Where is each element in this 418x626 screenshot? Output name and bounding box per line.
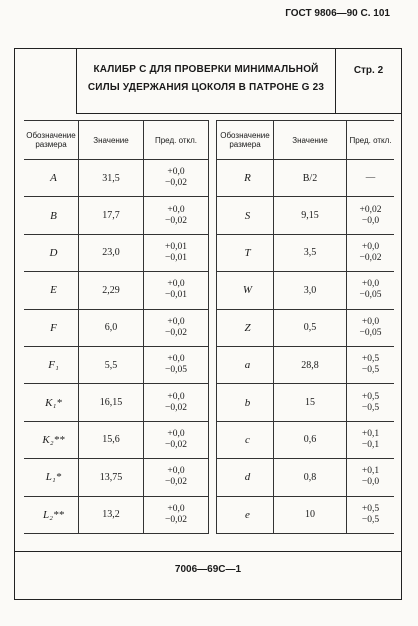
col-value-header: Значение	[274, 121, 347, 160]
table-row	[24, 496, 209, 533]
table-row	[217, 197, 395, 234]
deviation-upper: +0,0	[167, 167, 185, 178]
dimension-value: 17,7	[79, 197, 144, 234]
dimension-deviation	[347, 346, 395, 383]
title-block	[76, 49, 401, 114]
deviation-upper: +0,0	[167, 391, 185, 402]
dimension-deviation	[144, 459, 209, 496]
deviation-lower: −0,02	[165, 327, 187, 338]
deviation-lower: −0,0	[361, 215, 380, 226]
table-row	[24, 272, 209, 309]
table-row	[217, 384, 395, 421]
deviation-upper: +0,0	[167, 204, 185, 215]
deviation-lower: −0,02	[165, 402, 187, 413]
dimension-value: B/2	[274, 160, 347, 197]
dimension-symbol: L₁*	[24, 459, 79, 496]
dimension-symbol: A	[24, 160, 79, 197]
dimension-symbol: Z	[217, 309, 274, 346]
dimension-deviation	[347, 272, 395, 309]
dimension-symbol: d	[217, 459, 274, 496]
table-row	[24, 309, 209, 346]
deviation-lower: −0,02	[165, 178, 187, 189]
col-designation-header: Обозначение размера	[24, 121, 79, 160]
deviation-upper: +0,1	[361, 466, 380, 477]
dimension-symbol: c	[217, 421, 274, 458]
dimension-value: 13,2	[79, 496, 144, 533]
deviation-upper: +0,01	[165, 241, 187, 252]
deviation-lower: −0,1	[361, 439, 380, 450]
running-header: ГОСТ 9806—90 С. 101	[285, 8, 390, 19]
deviation-lower: −0,05	[165, 365, 187, 376]
dimension-symbol: e	[217, 496, 274, 533]
table-row	[217, 421, 395, 458]
dimension-symbol: R	[217, 160, 274, 197]
dimension-symbol: F₁	[24, 346, 79, 383]
dimension-value: 15	[274, 384, 347, 421]
title-line-1: КАЛИБР С ДЛЯ ПРОВЕРКИ МИНИМАЛЬНОЙ	[93, 64, 319, 75]
dimension-symbol: W	[217, 272, 274, 309]
dimension-symbol: T	[217, 234, 274, 271]
dimension-symbol: E	[24, 272, 79, 309]
dimension-deviation	[347, 459, 395, 496]
dimension-value: 31,5	[79, 160, 144, 197]
dimension-symbol: K₂**	[24, 421, 79, 458]
dimension-symbol: S	[217, 197, 274, 234]
dimension-value: 5,5	[79, 346, 144, 383]
deviation-upper: +0,02	[359, 204, 382, 215]
table-row	[217, 459, 395, 496]
deviation-upper: +0,0	[167, 279, 185, 290]
dimension-deviation	[144, 234, 209, 271]
dimension-value: 0,8	[274, 459, 347, 496]
dimension-deviation	[144, 272, 209, 309]
sheet-number: Стр. 2	[335, 49, 401, 113]
footer-rule	[14, 551, 402, 552]
dimension-deviation	[144, 160, 209, 197]
deviation-lower: −0,0	[361, 477, 380, 488]
dimension-deviation	[144, 421, 209, 458]
deviation-upper: +0,5	[361, 391, 380, 402]
table-row	[24, 346, 209, 383]
dimension-symbol: K₁*	[24, 384, 79, 421]
dimension-deviation	[347, 234, 395, 271]
table-row	[217, 272, 395, 309]
dimension-symbol: b	[217, 384, 274, 421]
dimension-deviation	[347, 421, 395, 458]
deviation-lower: −0,05	[359, 327, 382, 338]
dimension-deviation	[347, 309, 395, 346]
table-row	[24, 459, 209, 496]
dimension-deviation	[347, 496, 395, 533]
deviation-upper: +0,0	[167, 503, 185, 514]
dimension-value: 13,75	[79, 459, 144, 496]
dimension-value: 6,0	[79, 309, 144, 346]
dimension-value: 3,0	[274, 272, 347, 309]
dimension-symbol: B	[24, 197, 79, 234]
col-deviation-header: Пред. откл.	[144, 121, 209, 160]
dimension-deviation	[144, 384, 209, 421]
dimension-value: 23,0	[79, 234, 144, 271]
table-row	[217, 309, 395, 346]
dimension-deviation	[347, 197, 395, 234]
deviation-lower: −0,5	[361, 402, 380, 413]
dimension-value: 9,15	[274, 197, 347, 234]
dimension-deviation	[144, 197, 209, 234]
dimension-value: 0,6	[274, 421, 347, 458]
deviation-upper: +0,0	[167, 354, 185, 365]
deviation-upper: +0,0	[361, 241, 380, 252]
dimension-deviation	[144, 496, 209, 533]
deviation-lower: −0,5	[361, 514, 380, 525]
table-row	[217, 160, 395, 197]
dimension-value: 15,6	[79, 421, 144, 458]
deviation-upper: +0,0	[167, 428, 185, 439]
col-designation-header: Обозначение размера	[217, 121, 274, 160]
dimension-symbol: F	[24, 309, 79, 346]
table-row	[24, 160, 209, 197]
deviation-upper: +0,0	[361, 279, 380, 290]
dimension-value: 16,15	[79, 384, 144, 421]
dimension-value: 3,5	[274, 234, 347, 271]
deviation-lower: −0,02	[359, 252, 382, 263]
deviation-lower: −0,01	[165, 252, 187, 263]
dimension-value: 28,8	[274, 346, 347, 383]
dimension-deviation	[347, 384, 395, 421]
col-value-header: Значение	[79, 121, 144, 160]
deviation-lower: −0,02	[165, 514, 187, 525]
table-row	[217, 346, 395, 383]
title-line-2: СИЛЫ УДЕРЖАНИЯ ЦОКОЛЯ В ПАТРОНЕ G 23	[87, 82, 325, 93]
dimension-value: 0,5	[274, 309, 347, 346]
deviation-lower: −0,5	[361, 365, 380, 376]
table-row	[217, 234, 395, 271]
deviation-upper: +0,1	[361, 428, 380, 439]
table-row	[24, 234, 209, 271]
deviation-lower: −0,01	[165, 290, 187, 301]
deviation-upper: +0,5	[361, 354, 380, 365]
deviation-upper: +0,0	[361, 316, 380, 327]
deviation-upper: +0,0	[167, 316, 185, 327]
dimension-deviation	[144, 309, 209, 346]
drawing-number: 7006—69С—1	[174, 564, 242, 575]
table-row	[217, 496, 395, 533]
dimension-symbol: D	[24, 234, 79, 271]
dimension-symbol: a	[217, 346, 274, 383]
deviation-upper: +0,5	[361, 503, 380, 514]
dimension-value: 2,29	[79, 272, 144, 309]
deviation-upper: +0,0	[167, 466, 185, 477]
table-row	[24, 421, 209, 458]
dimensions-table-left	[24, 120, 209, 534]
table-row	[24, 384, 209, 421]
deviation-lower: −0,02	[165, 477, 187, 488]
dimension-symbol: L₂**	[24, 496, 79, 533]
dimensions-table-right	[216, 120, 394, 534]
dimension-value: 10	[274, 496, 347, 533]
deviation-lower: −0,05	[359, 290, 382, 301]
table-row	[24, 197, 209, 234]
dimension-deviation	[144, 346, 209, 383]
deviation-lower: −0,02	[165, 215, 187, 226]
deviation-lower: −0,02	[165, 439, 187, 450]
page-title	[77, 61, 335, 97]
dimension-deviation	[347, 160, 395, 197]
deviation-upper: —	[365, 172, 376, 183]
col-deviation-header: Пред. откл.	[347, 121, 395, 160]
